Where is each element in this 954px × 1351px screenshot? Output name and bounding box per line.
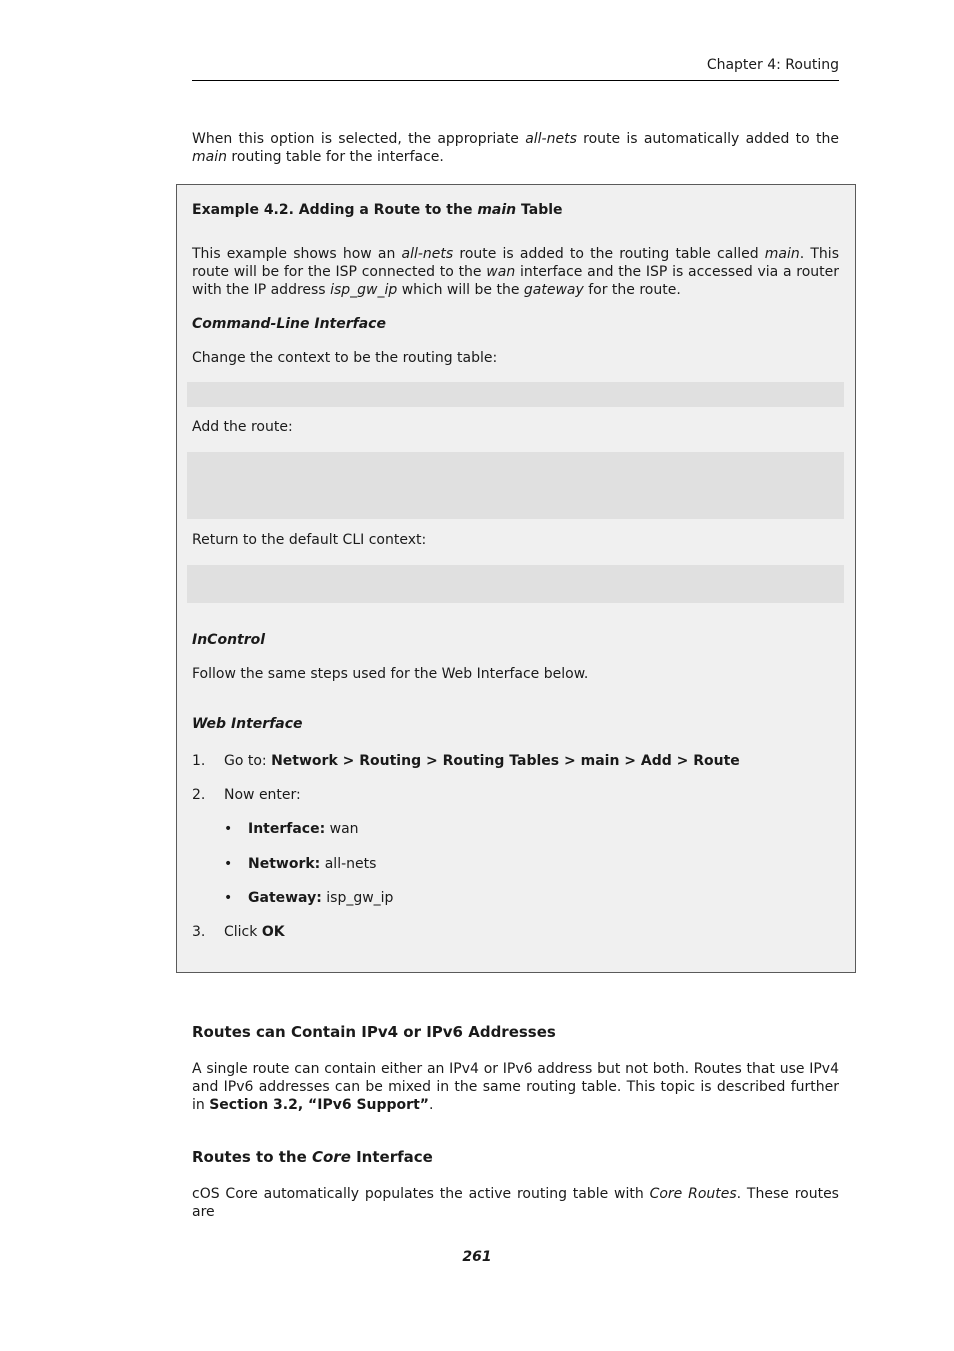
step-text: Go to: Network > Routing > Routing Tables > main > Add > Route xyxy=(224,753,740,769)
bullet-icon: • xyxy=(224,821,233,837)
section-core-text: cOS Core automatically populates the active routing table with Core Routes. These routes are xyxy=(192,1186,839,1220)
incontrol-text: Follow the same steps used for the Web Interface below. xyxy=(192,666,589,682)
chapter-header: Chapter 4: Routing xyxy=(706,57,839,73)
section-link[interactable]: Section 3.2, “IPv6 Support” xyxy=(209,1097,429,1113)
header-divider xyxy=(192,80,839,81)
section-heading-ipv4-ipv6: Routes can Contain IPv4 or IPv6 Addresses xyxy=(192,1023,556,1041)
bullet-icon: • xyxy=(224,856,233,872)
incontrol-heading: InControl xyxy=(192,632,266,648)
step-text: Now enter: xyxy=(224,787,301,803)
step-number: 2. xyxy=(192,787,206,803)
page-number: 261 xyxy=(462,1249,492,1265)
code-block-return xyxy=(187,565,844,603)
bullet-icon: • xyxy=(224,890,233,906)
intro-paragraph: When this option is selected, the appropriate all-nets route is automatically added to the main routing table for the interface. xyxy=(192,131,839,165)
code-block-context xyxy=(187,382,844,407)
section-heading-core-interface: Routes to the Core Interface xyxy=(192,1148,433,1166)
web-interface-heading: Web Interface xyxy=(192,716,303,732)
example-title: Example 4.2. Adding a Route to the main Table xyxy=(192,202,563,218)
cli-step-change-context: Change the context to be the routing table: xyxy=(192,350,498,366)
step-number: 3. xyxy=(192,924,206,940)
cli-heading: Command-Line Interface xyxy=(192,316,386,332)
example-box: Example 4.2. Adding a Route to the main Table This example shows how an all-nets route is added to the routing table called main. This route will be for the ISP connected to the wan interface and the ISP is accessed via a router with the IP address isp_gw_ip which will be the gateway for the route. Command-Line Interface Change the context to be the routing table: Add the route: Return to the default CLI context: InControl Follow the same steps used for the Web Interface below. Web Interface 1. Go to: Network > Routing > Routing Tables > main > Add > Route 2. Now enter: • Interface: wan • Network: all-nets • Gateway: isp_gw_ip 3. Click OK xyxy=(176,184,856,973)
cli-step-return: Return to the default CLI context: xyxy=(192,532,427,548)
section-ipv4-ipv6-text: A single route can contain either an IPv4 or IPv6 address but not both. Routes that use IPv4 and IPv6 addresses can be mixed in the same routing table. This topic is described further in Section 3.2, “IPv6 Support”. xyxy=(192,1061,839,1113)
menu-path: Network > Routing > Routing Tables > main > Add > Route xyxy=(271,753,740,769)
cli-step-add-route: Add the route: xyxy=(192,419,293,435)
code-block-add-route xyxy=(187,452,844,519)
step-number: 1. xyxy=(192,753,206,769)
step-text: Click OK xyxy=(224,924,285,940)
example-description: This example shows how an all-nets route is added to the routing table called main. This route will be for the ISP connected to the wan interface and the ISP is accessed via a router with the IP address isp_gw_ip which will be the gateway for the route. xyxy=(192,246,840,298)
